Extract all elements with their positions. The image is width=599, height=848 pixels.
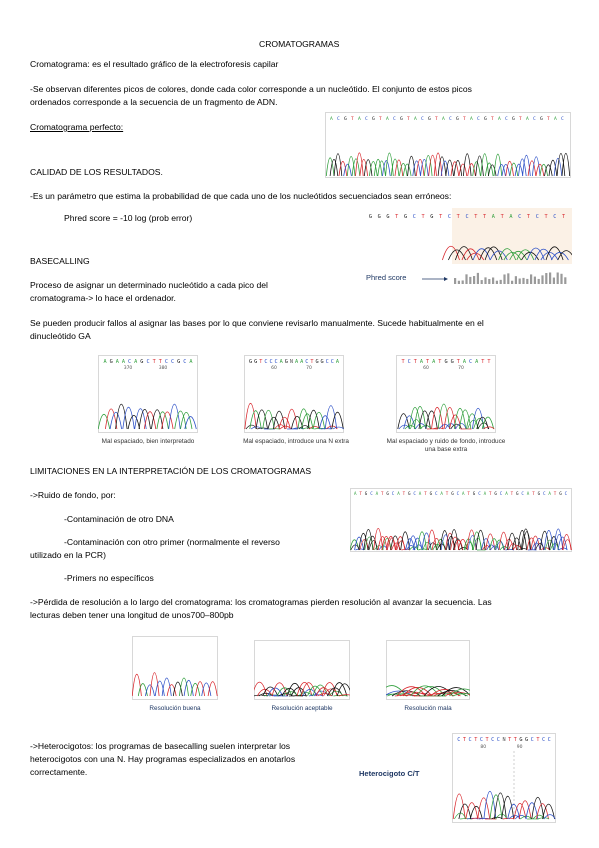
phred-bar <box>469 277 471 284</box>
noise-base: T <box>553 491 557 496</box>
quality-text: -Es un parámetro que estima la probabilidad de que cada uno de los nucleótidos secuenciados sean erróneos: <box>30 191 452 201</box>
het-seq-base: G <box>525 737 529 743</box>
noise-base: A <box>397 491 400 496</box>
noise-noise <box>506 549 515 550</box>
het-seq-base: T <box>485 737 489 743</box>
phred-bar <box>541 275 543 284</box>
perfect-base: C <box>561 117 564 122</box>
phred-bar <box>488 279 490 284</box>
bc1-seq-base: G <box>109 359 113 365</box>
perfect-base: A <box>358 117 361 122</box>
phred-bar <box>465 274 467 284</box>
perfect-base: A <box>470 117 473 122</box>
bc1-seq-base: C <box>146 359 150 365</box>
noise-noise <box>555 534 564 550</box>
perfect-base: A <box>414 117 417 122</box>
noise-base: T <box>402 491 406 496</box>
bc2-seq-base: G <box>284 359 288 365</box>
perfect-base: C <box>449 117 452 122</box>
bc2-seq-base: C <box>269 359 273 365</box>
bc1-seq-base: C <box>183 359 187 365</box>
bc1-peak <box>181 412 193 429</box>
noise-noise <box>563 540 572 550</box>
phred-formula: Phred score = -10 log (prob error) <box>64 213 193 223</box>
phred-bar <box>496 281 498 284</box>
bc1-tick: 370 <box>123 366 133 371</box>
noise-intro: ->Ruido de fondo, por: <box>30 490 116 500</box>
phred-seq-base: T <box>562 214 566 220</box>
phred-seq-base: T <box>395 214 399 220</box>
noise-base: T <box>510 491 514 496</box>
bc2-seq-base: C <box>264 359 268 365</box>
bc3-seq-base: T <box>481 359 485 365</box>
limitations-heading: LIMITACIONES EN LA INTERPRETACIÓN DE LOS CROMATOGRAMAS <box>30 466 312 476</box>
perfect-base: T <box>407 117 410 122</box>
bc1-peak <box>98 414 110 429</box>
phred-bar <box>462 280 464 284</box>
perfect-base: A <box>526 117 529 122</box>
noise-base: G <box>451 491 454 496</box>
perfect-base: C <box>477 117 480 122</box>
bc3-seq-base: A <box>432 359 436 365</box>
noise-base: G <box>364 491 368 496</box>
phred-seq-base: G <box>386 214 390 220</box>
bc3-seq-base: T <box>413 359 417 365</box>
bc2-seq-base: A <box>300 359 304 365</box>
noise-base: G <box>429 491 433 496</box>
perfect-base: T <box>351 117 354 122</box>
basecalling-figure-1 <box>98 355 198 433</box>
bc3-seq-base: A <box>419 359 424 365</box>
phred-bar <box>477 273 479 284</box>
phred-bar <box>553 278 555 284</box>
noise-item-2-cont: utilizado en la PCR) <box>30 550 106 560</box>
bc3-seq-base: T <box>438 359 442 365</box>
het-peak <box>453 794 465 819</box>
res-good-peak <box>191 683 200 696</box>
bc3-seq-base: T <box>487 359 491 365</box>
noise-base: A <box>548 491 551 496</box>
bc2-seq-base: G <box>254 359 258 365</box>
perfect-base: G <box>484 117 487 122</box>
bc2-seq-base: N <box>289 359 294 365</box>
noise-item-2: -Contaminación con otro primer (normalmente el reverso <box>64 537 280 547</box>
noise-base: C <box>391 491 395 496</box>
page-title: CROMATOGRAMAS <box>259 39 340 49</box>
phred-bar <box>560 274 562 284</box>
bc2-seq-base: T <box>259 359 263 365</box>
phred-seq-base: C <box>553 214 557 220</box>
heterozygote-label: Heterocigoto C/T <box>359 769 420 778</box>
phred-score-label: Phred score <box>366 273 407 282</box>
perfect-base: C <box>365 117 368 122</box>
het-peak <box>466 803 478 819</box>
resolution-text-1: ->Pérdida de resolución a lo largo del cromatograma: los cromatogramas pierden resolución al avanzar la secuencia. Las <box>30 597 492 607</box>
phred-seq-base: T <box>456 214 460 220</box>
perfect-peak <box>557 153 565 176</box>
bc1-seq-base: A <box>121 359 126 365</box>
het-seq-base: C <box>457 737 461 743</box>
heterozygote-figure <box>452 733 556 823</box>
description-line-2: ordenados corresponde a la secuencia de un fragmento de ADN. <box>30 97 278 107</box>
definition-text: Cromatograma: es el resultado gráfico de la electroforesis capilar <box>30 59 279 69</box>
noise-base: C <box>543 491 546 496</box>
noise-base: G <box>516 491 519 496</box>
bc1-seq-base: C <box>128 359 132 365</box>
bc1-seq-base: G <box>177 359 181 365</box>
perfect-base: G <box>344 117 347 122</box>
perfect-base: A <box>386 117 389 122</box>
bc3-seq-base: T <box>401 359 405 365</box>
perfect-base: G <box>428 117 431 122</box>
noise-base: A <box>483 491 487 496</box>
het-seq-base: T <box>474 737 478 743</box>
bc1-seq-base: T <box>152 359 156 365</box>
basecalling-text-1: Proceso de asignar un determinado nucleótido a cada pico del <box>30 280 268 290</box>
phred-seq-base: C <box>518 214 522 220</box>
het-seq-base: T <box>536 737 540 743</box>
noise-item-3: -Primers no específicos <box>64 573 154 583</box>
phred-seq-base: T <box>439 214 443 220</box>
heterozygote-text-3: correctamente. <box>30 767 88 777</box>
bc1-seq-base: A <box>115 359 119 365</box>
perfect-base: G <box>540 117 543 122</box>
bc1-peak <box>169 404 181 429</box>
phred-seq-base: G <box>430 214 434 220</box>
perfect-base: C <box>505 117 508 122</box>
perfect-peak <box>549 160 557 176</box>
bc3-seq-base: A <box>462 359 466 365</box>
phred-seq-base: T <box>526 214 531 220</box>
phred-bar <box>481 280 483 284</box>
noise-base: T <box>467 491 470 496</box>
bc2-seq-base: A <box>294 359 299 365</box>
bc2-seq-base: C <box>330 359 334 365</box>
noise-base: A <box>354 491 357 496</box>
het-seq-base: N <box>502 737 506 743</box>
noise-base: A <box>505 491 508 496</box>
resolution-acceptable-figure <box>254 640 350 700</box>
phred-bar <box>530 274 532 284</box>
perfect-base: A <box>554 117 557 122</box>
phred-seq-base: T <box>500 214 504 220</box>
noise-base: C <box>370 491 373 496</box>
phred-seq-base: T <box>483 214 487 220</box>
basecalling-figure-2 <box>244 355 344 433</box>
perfect-base: A <box>330 117 333 122</box>
bc1-tick: 380 <box>158 366 168 371</box>
bc1-seq-base: C <box>170 359 175 365</box>
het-peak <box>484 791 496 819</box>
bc2-peak <box>325 406 337 429</box>
bc3-seq-base: T <box>426 359 430 365</box>
res-good-peak <box>167 685 176 696</box>
bc2-seq-base: C <box>305 359 309 365</box>
phred-arrow-head <box>444 277 448 281</box>
bc3-tick: 70 <box>458 366 464 371</box>
phred-bar <box>519 278 521 284</box>
phred-seq-base: G <box>403 214 408 220</box>
bc2-seq-base: G <box>315 359 319 365</box>
perfect-chromatogram-figure <box>325 112 571 178</box>
bc3-seq-base: C <box>468 359 473 365</box>
perfect-peak <box>528 161 536 176</box>
noise-base: A <box>526 491 530 496</box>
bc2-seq-base: G <box>248 359 253 365</box>
perfect-base: T <box>435 117 438 122</box>
het-noise <box>503 818 514 819</box>
perfect-base: T <box>379 117 382 122</box>
phred-bar <box>454 278 456 284</box>
het-peak <box>478 798 490 819</box>
het-seq-base: C <box>468 737 472 743</box>
basecalling-caption-3: Mal espaciado y ruido de fondo, introduce una base extra <box>386 438 506 453</box>
phred-seq-base: C <box>447 214 451 220</box>
bc3-tick: 60 <box>423 366 429 371</box>
het-seq-base: T <box>508 737 512 743</box>
phred-bar <box>557 272 559 284</box>
phred-bar <box>503 274 505 284</box>
noise-base: A <box>375 491 379 496</box>
noise-base: T <box>381 491 384 496</box>
phred-bar <box>492 277 494 284</box>
perfect-base: G <box>372 117 375 122</box>
perfect-peak <box>481 154 489 176</box>
perfect-base: G <box>512 117 515 122</box>
phred-bar <box>549 272 551 284</box>
phred-seq-base: G <box>377 214 381 220</box>
resolution-acceptable-caption: Resolución aceptable <box>271 705 333 712</box>
phred-bar <box>500 280 502 284</box>
het-peak <box>543 804 555 819</box>
perfect-peak <box>476 156 484 176</box>
perfect-base: T <box>547 117 550 122</box>
bc1-peak <box>116 404 128 429</box>
het-seq-base: T <box>513 737 517 743</box>
perfect-base: A <box>498 117 501 122</box>
perfect-base: C <box>421 117 424 122</box>
phred-bar <box>458 281 460 284</box>
noise-base: G <box>386 491 389 496</box>
bc3-seq-base: A <box>475 359 479 365</box>
bc1-seq-base: C <box>164 359 168 365</box>
perfect-base: C <box>337 117 340 122</box>
bc3-seq-base: T <box>456 359 460 365</box>
noise-base: C <box>499 491 503 496</box>
noise-base: G <box>494 491 497 496</box>
phred-bar <box>515 276 517 284</box>
perfect-base: T <box>463 117 466 122</box>
het-seq-base: C <box>491 737 495 743</box>
het-seq-base: C <box>541 737 546 743</box>
bc1-seq-base: A <box>189 359 193 365</box>
basecalling-text-4: dinucleótido GA <box>30 331 91 341</box>
phred-seq-base: A <box>509 214 513 220</box>
noise-base: A <box>418 491 422 496</box>
noise-item-1: -Contaminación de otro DNA <box>64 514 174 524</box>
phred-bar <box>484 277 486 284</box>
background-noise-figure <box>350 488 572 552</box>
noise-base: T <box>359 491 362 496</box>
bc2-seq-base: T <box>310 359 314 365</box>
perfect-peak <box>562 153 570 176</box>
phred-seq-base: G <box>368 214 372 220</box>
noise-base: T <box>424 491 427 496</box>
perfect-peak <box>434 153 442 176</box>
het-seq-base: T <box>462 737 467 743</box>
phred-bar <box>507 273 509 284</box>
perfect-base: G <box>456 117 459 122</box>
phred-bar <box>473 276 475 284</box>
bc2-tick: 60 <box>271 366 277 371</box>
perfect-base: A <box>442 117 445 122</box>
het-peak <box>532 797 544 819</box>
het-seq-base: C <box>530 737 534 743</box>
phred-score-figure <box>362 208 572 288</box>
bc1-seq-base: A <box>134 359 138 365</box>
description-line-1: -Se observan diferentes picos de colores, donde cada color corresponde a un nucleótido. El conjunto de estos picos <box>30 84 472 94</box>
res-good-peak <box>184 680 193 696</box>
basecalling-text-2: cromatograma-> lo hace el ordenador. <box>30 293 176 303</box>
bc3-seq-base: C <box>407 359 411 365</box>
perfect-peak <box>523 155 531 176</box>
basecalling-text-3: Se pueden producir fallos al asignar las bases por lo que conviene revisarlo manualmente. Sucede habitualmente en el <box>30 318 484 328</box>
noise-base: T <box>445 491 449 496</box>
perfect-base: T <box>519 117 522 122</box>
noise-base: C <box>456 491 460 496</box>
het-tick: 80 <box>480 745 487 750</box>
noise-base: A <box>462 491 465 496</box>
noise-base: C <box>521 491 524 496</box>
bc1-seq-base: A <box>103 359 107 365</box>
noise-base: C <box>478 491 481 496</box>
resolution-good-figure <box>132 636 218 700</box>
noise-base: T <box>532 491 535 496</box>
basecalling-heading: BASECALLING <box>30 256 90 266</box>
perfect-base: G <box>400 117 403 122</box>
phred-seq-base: C <box>465 214 469 220</box>
heterozygote-text-2: heterocigotos con una N. Hay programas especializados en anotarlos <box>30 754 296 764</box>
phred-bar <box>522 278 524 284</box>
phred-seq-base: T <box>421 214 425 220</box>
noise-peak <box>508 533 517 550</box>
bc3-seq-base: G <box>444 359 448 365</box>
het-seq-base: C <box>479 737 483 743</box>
phred-seq-base: C <box>535 214 539 220</box>
noise-base: G <box>472 491 476 496</box>
resolution-text-2: lecturas deben tener una longitud de unos700–800pb <box>30 610 234 620</box>
bc3-peak <box>472 408 484 429</box>
bc2-seq-base: C <box>325 359 329 365</box>
res-good-peak <box>179 678 188 696</box>
bc3-seq-base: G <box>450 359 454 365</box>
phred-seq-base: C <box>412 214 416 220</box>
phred-bar <box>511 281 513 284</box>
res-good-peak <box>132 674 141 696</box>
het-tick: 90 <box>516 745 523 750</box>
het-seq-base: C <box>496 737 500 743</box>
noise-base: G <box>559 491 562 496</box>
perfect-base: C <box>393 117 396 122</box>
bc1-seq-base: T <box>158 359 162 365</box>
heterozygote-text-1: ->Heterocigotos: los programas de basecalling suelen interpretar los <box>30 741 291 751</box>
noise-base: A <box>440 491 443 496</box>
quality-heading: CALIDAD DE LOS RESULTADOS. <box>30 167 163 177</box>
noise-base: T <box>489 491 492 496</box>
phred-seq-base: A <box>491 214 495 220</box>
resolution-bad-caption: Resolución mala <box>404 705 452 712</box>
noise-base: C <box>413 491 416 496</box>
basecalling-figure-3 <box>396 355 496 433</box>
bc2-noise <box>333 427 344 429</box>
bc1-seq-base: G <box>140 359 144 365</box>
noise-noise <box>519 548 528 550</box>
res-good-peak <box>208 682 217 696</box>
phred-bar <box>564 277 566 284</box>
basecalling-caption-1: Mal espaciado, bien interpretado <box>101 438 195 445</box>
bc2-seq-base: A <box>279 359 283 365</box>
resolution-bad-figure <box>386 640 470 700</box>
phred-seq-base: T <box>544 214 548 220</box>
het-seq-base: C <box>547 737 551 743</box>
bc2-tick: 70 <box>306 366 312 371</box>
basecalling-caption-2: Mal espaciado, introduce una N extra <box>243 438 349 445</box>
perfect-base: T <box>491 117 494 122</box>
phred-bar <box>538 279 540 284</box>
phred-seq-base: T <box>474 214 478 220</box>
noise-base: C <box>564 491 568 496</box>
noise-base: C <box>435 491 438 496</box>
perfect-base: C <box>533 117 536 122</box>
het-seq-base: G <box>519 737 523 743</box>
res-acc-peak <box>291 688 306 696</box>
bc1-peak <box>162 412 174 429</box>
perfect-chromatogram-heading: Cromatograma perfecto: <box>30 122 124 132</box>
noise-base: G <box>408 491 411 496</box>
bc2-seq-base: C <box>274 359 278 365</box>
phred-bar <box>534 277 536 284</box>
bc2-seq-base: A <box>335 359 340 365</box>
resolution-good-caption: Resolución buena <box>149 705 201 712</box>
bc1-peak <box>105 409 117 429</box>
phred-bar <box>526 279 528 284</box>
bc2-seq-base: G <box>320 359 324 365</box>
phred-bar <box>545 273 547 284</box>
res-acc-peak <box>337 684 350 696</box>
noise-base: G <box>537 491 541 496</box>
